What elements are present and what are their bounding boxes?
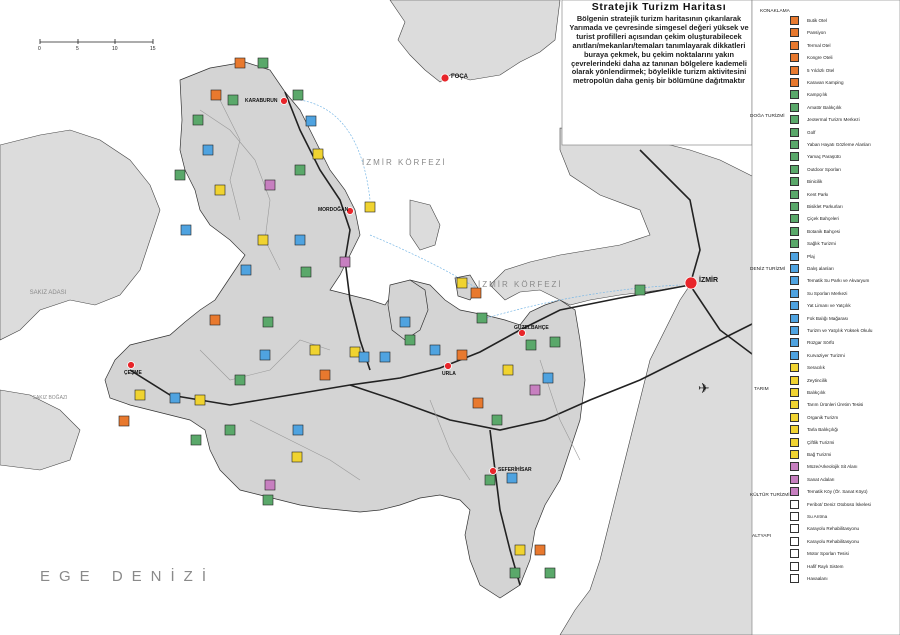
legend-item — [790, 52, 833, 63]
tourism-marker-icon — [301, 267, 311, 277]
legend-item — [790, 27, 826, 38]
legend-category-konaklama: KONAKLAMA — [760, 9, 790, 14]
legend-item-label: Outdoor Sporları — [807, 166, 841, 172]
legend-item-label: Tarla Balıkçılığı — [807, 427, 839, 433]
tourism-marker-icon — [477, 313, 487, 323]
legend-swatch-icon — [790, 487, 799, 496]
town-label-foca: FOÇA — [451, 74, 468, 80]
tourism-marker-icon — [306, 116, 316, 126]
legend-item-label: Havaalanı — [807, 576, 828, 581]
legend-item — [790, 325, 872, 336]
legend-item — [790, 375, 827, 386]
legend-item — [790, 238, 836, 249]
legend-item-label: Kent Parkı — [807, 191, 829, 197]
tourism-marker-icon — [293, 425, 303, 435]
legend-item-label: Botanik Bahçesi — [807, 228, 840, 234]
legend-item-label: Tarım Ürünleri Üretim Tesisi — [807, 402, 864, 408]
legend-category-deniz: DENİZ TURİZMİ — [750, 267, 786, 272]
tourism-marker-icon — [530, 385, 540, 395]
tourism-marker-icon — [550, 337, 560, 347]
legend-item-label: Kongre Oteli — [807, 55, 833, 61]
tourism-marker-icon — [635, 285, 645, 295]
legend-item — [790, 300, 851, 311]
legend-swatch-icon — [790, 28, 799, 37]
legend-item — [790, 486, 868, 497]
legend-item-label: Binicilik — [807, 179, 823, 185]
legend-item-label: Rüzgar Sörfü — [807, 340, 835, 346]
legend-swatch-icon — [790, 524, 799, 533]
legend-item-label: Karavan Kamping — [807, 80, 844, 85]
town-dot-seferihisar — [490, 468, 497, 475]
town-label-urla: URLA — [442, 371, 456, 377]
legend-swatch-icon — [790, 326, 799, 335]
legend-item-label: Su Arıtma — [807, 514, 828, 519]
legend-swatch-icon — [790, 338, 799, 347]
legend-item — [790, 561, 844, 572]
legend-swatch-icon — [790, 500, 799, 509]
legend-item-label: Dalış alanları — [807, 266, 834, 271]
legend-item-label: Bağ Turizmi — [807, 452, 832, 457]
legend-item-label: Feribot/ Deniz Otobüsü İskelesi — [807, 501, 871, 507]
town-label-guzelbahce: GÜZELBAHÇE — [514, 325, 549, 331]
town-dot-foca — [441, 74, 449, 82]
legend-item — [790, 251, 815, 262]
tourism-marker-icon — [119, 416, 129, 426]
legend-swatch-icon — [790, 562, 799, 571]
legend-swatch-icon — [790, 574, 799, 583]
legend-item — [790, 350, 845, 361]
legend-item-label: Balıkçılık — [807, 390, 826, 395]
legend-item — [790, 337, 834, 348]
town-label-izmir: İZMİR — [699, 277, 719, 284]
tourism-marker-icon — [181, 225, 191, 235]
tourism-marker-icon — [191, 435, 201, 445]
scale-label-5: 5 — [76, 46, 79, 52]
legend-item — [790, 164, 841, 175]
legend-item — [790, 474, 835, 485]
tourism-marker-icon — [380, 352, 390, 362]
legend-item-label: Sanat Adaları — [807, 476, 835, 482]
legend-swatch-icon — [790, 140, 799, 149]
legend-item — [790, 424, 838, 435]
tourism-marker-icon — [228, 95, 238, 105]
tourism-marker-icon — [295, 165, 305, 175]
tourism-marker-icon — [492, 415, 502, 425]
tourism-marker-icon — [473, 398, 483, 408]
legend-swatch-icon — [790, 66, 799, 75]
tourism-marker-icon — [526, 340, 536, 350]
legend-swatch-icon — [790, 376, 799, 385]
legend-item-label: Plaj — [807, 253, 815, 259]
tourism-marker-icon — [293, 90, 303, 100]
tourism-marker-icon — [430, 345, 440, 355]
legend-item — [790, 176, 822, 187]
tourism-marker-icon — [359, 352, 369, 362]
legend-item-label: Bisiklet Parkurları — [807, 204, 843, 209]
legend-item-label: Çiçek Bahçeleri — [807, 216, 839, 222]
legend-item — [790, 89, 827, 100]
legend-item-label: Amatör Balıkçılık — [807, 104, 842, 110]
tourism-marker-icon — [485, 475, 495, 485]
legend-swatch-icon — [790, 425, 799, 434]
legend-swatch-icon — [790, 314, 799, 323]
legend-swatch-icon — [790, 475, 799, 484]
legend-swatch-icon — [790, 462, 799, 471]
town-dot-izmir — [685, 277, 697, 289]
legend-item — [790, 189, 828, 200]
legend-item-label: Termal Otel — [807, 42, 831, 48]
tourism-marker-icon — [241, 265, 251, 275]
legend-swatch-icon — [790, 16, 799, 25]
tourism-marker-icon — [263, 317, 273, 327]
legend-item-label: Seracılık — [807, 365, 825, 371]
legend-swatch-icon — [790, 128, 799, 137]
sea-label-izmir-korfezi-2: İZMİR KÖRFEZİ — [478, 280, 563, 289]
tourism-marker-icon — [457, 350, 467, 360]
legend-item — [790, 201, 843, 212]
tourism-marker-icon — [258, 235, 268, 245]
legend-item-label: Golf — [807, 129, 816, 135]
tourism-marker-icon — [545, 568, 555, 578]
legend-item-label: Yat Limanı ve Yatçılık — [807, 303, 851, 309]
legend-category-doga: DOĞA TURİZMİ — [750, 114, 785, 119]
sea-label-izmir-korfezi-1: İZMİR KÖRFEZİ — [362, 158, 447, 167]
tourism-marker-icon — [193, 115, 203, 125]
legend-item — [790, 523, 859, 534]
tourism-marker-icon — [225, 425, 235, 435]
legend-swatch-icon — [790, 438, 799, 447]
tourism-marker-icon — [203, 145, 213, 155]
legend-item-label: Kurvaziyer Turizmi — [807, 352, 845, 358]
legend-swatch-icon — [790, 239, 799, 248]
tourism-marker-icon — [211, 90, 221, 100]
legend-item-label: Tematik Köy (Ör. Sanat Köyü) — [807, 489, 868, 495]
legend-swatch-icon — [790, 90, 799, 99]
tourism-marker-icon — [535, 545, 545, 555]
legend-item-label: Müze/Arkeolojik Sit Alanı — [807, 464, 858, 470]
legend-swatch-icon — [790, 115, 799, 124]
legend-swatch-icon — [790, 413, 799, 422]
legend-swatch-icon — [790, 41, 799, 50]
scale-label-0: 0 — [38, 46, 41, 52]
tourism-marker-icon — [210, 315, 220, 325]
tourism-marker-icon — [507, 473, 517, 483]
legend-item-label: Çiftlik Turizmi — [807, 439, 835, 445]
tourism-marker-icon — [405, 335, 415, 345]
tourism-marker-icon — [471, 288, 481, 298]
legend-swatch-icon — [790, 264, 799, 273]
tourism-marker-icon — [543, 373, 553, 383]
tourism-marker-icon — [400, 317, 410, 327]
legend-item — [790, 313, 848, 324]
legend-swatch-icon — [790, 165, 799, 174]
scale-label-15: 15 — [150, 46, 156, 52]
legend-swatch-icon — [790, 190, 799, 199]
legend-item-label: Yamaç Paraşütü — [807, 154, 841, 160]
legend-item-label: Karayolu Rehabilitasyonu — [807, 526, 860, 532]
legend-swatch-icon — [790, 400, 799, 409]
legend-item — [790, 151, 841, 162]
legend-item — [790, 437, 834, 448]
legend-swatch-icon — [790, 450, 799, 459]
legend-item — [790, 449, 831, 460]
sea-label-sakiz-adasi: SAKIZ ADASI — [29, 290, 67, 296]
tourism-marker-icon — [350, 347, 360, 357]
legend-item — [790, 139, 871, 150]
airport-icon: ✈ — [698, 380, 710, 396]
tourism-marker-icon — [313, 149, 323, 159]
legend-item — [790, 461, 858, 472]
legend-item — [790, 511, 827, 522]
tourism-marker-icon — [175, 170, 185, 180]
legend-item — [790, 387, 825, 398]
tourism-marker-icon — [365, 202, 375, 212]
legend-swatch-icon — [790, 388, 799, 397]
legend-item — [790, 127, 815, 138]
legend-swatch-icon — [790, 351, 799, 360]
legend-swatch-icon — [790, 202, 799, 211]
legend-item-label: Kampçılık — [807, 92, 828, 98]
legend-item-label: Fok Balığı Mağarası — [807, 315, 849, 321]
legend-item-label: Su Sporları Merkezi — [807, 290, 848, 296]
legend-swatch-icon — [790, 252, 799, 261]
legend-item-label: Hafif Raylı Sistem — [807, 563, 844, 569]
legend-item-label: 5 Yıldızlı Otel — [807, 67, 835, 73]
tourism-marker-icon — [320, 370, 330, 380]
legend-item — [790, 362, 825, 373]
tourism-marker-icon — [170, 393, 180, 403]
legend-swatch-icon — [790, 289, 799, 298]
map-title: Stratejik Turizm Haritası — [591, 1, 727, 13]
legend-swatch-icon — [790, 227, 799, 236]
legend-item-label: Tematik Su Parkı ve Akvaryum — [807, 278, 870, 284]
legend-item — [790, 226, 840, 237]
legend-swatch-icon — [790, 53, 799, 62]
legend-item-label: Yaban Hayatı Gözleme Alanları — [807, 142, 871, 147]
legend-item — [790, 536, 859, 547]
map-description: Bölgenin stratejik turizm haritasının çıkarılarak Yarımada ve çevresinde simgesel değeri yüksek ve turist profilleri açısından çekim oluşturabilecek anıtları/mekanları/temaları tanımlayarak dikkatleri buraya çekmek, bu çekim noktalarını yakın çevrelerindeki daha az tanınan bölgelere kademeli olarak yönlendirmek; böylelikle turizm aktivitesini metropolün daha geniş bir bölümüne dağıtmaktır — [569, 14, 749, 86]
legend-swatch-icon — [790, 214, 799, 223]
legend-item-label: Pansiyon — [807, 30, 826, 36]
tourism-marker-icon — [457, 278, 467, 288]
legend-item — [790, 399, 863, 410]
tourism-marker-icon — [195, 395, 205, 405]
town-dot-cesme — [128, 362, 135, 369]
town-label-seferihisar: SEFERİHİSAR — [498, 467, 532, 473]
town-label-karaburun: KARABURUN — [245, 98, 278, 104]
legend-swatch-icon — [790, 549, 799, 558]
legend-swatch-icon — [790, 103, 799, 112]
legend-item — [790, 15, 827, 26]
legend-item — [790, 102, 841, 113]
scale-label-10: 10 — [112, 46, 118, 52]
legend-swatch-icon — [790, 177, 799, 186]
legend-swatch-icon — [790, 152, 799, 161]
legend-swatch-icon — [790, 363, 799, 372]
legend-item — [790, 65, 834, 76]
sea-label-ege: EGE DENİZİ — [40, 568, 216, 585]
legend-item-label: Zeytincilik — [807, 377, 828, 383]
tourism-marker-icon — [310, 345, 320, 355]
legend-item-label: Organik Turizm — [807, 414, 839, 420]
tourism-marker-icon — [265, 480, 275, 490]
town-label-cesme: ÇEŞME — [124, 370, 142, 376]
legend-category-tarim: TARIM — [754, 387, 769, 392]
legend-item — [790, 213, 839, 224]
legend-swatch-icon — [790, 537, 799, 546]
legend-item — [790, 412, 838, 423]
legend-item — [790, 114, 860, 125]
tourism-marker-icon — [263, 495, 273, 505]
legend-item — [790, 499, 871, 510]
tourism-marker-icon — [515, 545, 525, 555]
legend-item — [790, 573, 828, 584]
legend-category-altyapi: ALTYAPI — [752, 534, 772, 539]
tourism-marker-icon — [215, 185, 225, 195]
legend-swatch-icon — [790, 512, 799, 521]
town-dot-urla — [445, 363, 452, 370]
town-label-mordogan: MORDOĞAN — [318, 207, 349, 213]
legend-swatch-icon — [790, 78, 799, 87]
tourism-marker-icon — [340, 257, 350, 267]
legend-category-kultur: KÜLTÜR TURİZMİ — [750, 493, 790, 498]
tourism-marker-icon — [510, 568, 520, 578]
legend-item — [790, 288, 847, 299]
legend-swatch-icon — [790, 276, 799, 285]
legend-item-label: Jeotermal Turizm Merkezi — [807, 117, 860, 123]
tourism-marker-icon — [265, 180, 275, 190]
tourism-marker-icon — [235, 375, 245, 385]
legend-item-label: Turizm ve Yatçılık Yüksek Okulu — [807, 328, 873, 333]
tourism-marker-icon — [235, 58, 245, 68]
tourism-marker-icon — [135, 390, 145, 400]
tourism-marker-icon — [258, 58, 268, 68]
sea-label-sakiz-bogazi: SAKIZ BOĞAZI — [32, 395, 68, 401]
legend-item — [790, 77, 844, 88]
legend-item-label: Motor Sporları Tesisi — [807, 551, 849, 557]
legend-swatch-icon — [790, 301, 799, 310]
legend-item — [790, 40, 830, 51]
tourism-marker-icon — [503, 365, 513, 375]
legend-item-label: Sağlık Turizmi — [807, 241, 836, 247]
legend-item-label: Karayolu Rehabilitasyonu — [807, 538, 860, 544]
legend-item-label: Butik Otel — [807, 18, 827, 23]
town-dot-karaburun — [281, 98, 288, 105]
legend-item — [790, 263, 834, 274]
legend-item — [790, 548, 849, 559]
tourism-marker-icon — [295, 235, 305, 245]
tourism-marker-icon — [292, 452, 302, 462]
tourism-marker-icon — [260, 350, 270, 360]
legend-item — [790, 275, 869, 286]
